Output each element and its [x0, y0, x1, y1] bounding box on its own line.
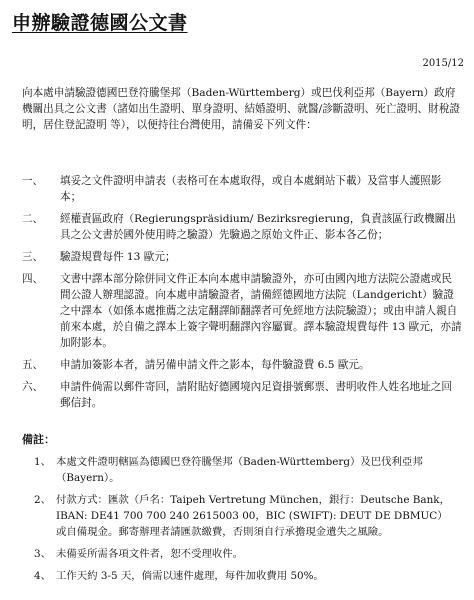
list-item: [22, 249, 462, 265]
note-item: [34, 454, 454, 486]
list-item-text: 文書中譯本部分除併同文件正本向本處申請驗證外，亦可由國內地方法院公證處或民間公證人辦理認證。向本處申請驗證者，請備經德國地方法院（Landgericht）驗證之中譯本（如係本處推薦之法定翻譯師翻譯者可免經地方法院驗證）；或由申請人親自前來本處，於自備之譯本上簽字聲明翻譯內容屬實。譯本驗證規費每件 13 歐元，亦請加附影本。: [60, 273, 462, 349]
page-title: 申辦驗證德國公文書: [12, 12, 188, 34]
note-number: 2、: [34, 494, 52, 506]
list-item: [22, 357, 462, 373]
note-item: [34, 546, 454, 562]
note-number: 1、: [34, 456, 52, 468]
note-number: 4、: [34, 570, 52, 582]
list-item: [22, 173, 462, 205]
note-text: 付款方式：匯款（戶名：Taipeh Vertretung München，銀行：Deutsche Bank，IBAN: DE41 700 700 240 2615003 00，BIC (SWIFT): DEUT DE DBMUC）或自備現金。郵寄辦理者請匯款繳費，否則須自行承擔現金遺失之風險。: [56, 494, 450, 538]
requirements-list: [22, 173, 462, 417]
list-item: [22, 379, 462, 411]
notes-heading: 備註：: [22, 433, 55, 446]
list-item-number: 二、: [22, 213, 44, 225]
list-item-text: 經權責區政府（Regierungspräsidium/ Bezirksregierung，負責該區行政機關出具之公文書於國外使用時之驗證）先驗過之原始文件正、影本各乙份；: [60, 213, 456, 241]
list-item-text: 填妥之文件證明申請表（表格可在本處取得，或自本處網站下載）及當事人護照影本；: [60, 175, 442, 203]
note-text: 本處文件證明轄區為德國巴登符騰堡邦（Baden-Württemberg）及巴伐利亞邦（Bayern）。: [56, 456, 423, 484]
document-date: 2015/12: [422, 58, 464, 69]
list-item-number: 四、: [22, 273, 44, 285]
note-item: [34, 492, 454, 540]
notes-list: [34, 454, 454, 590]
intro-paragraph: 向本處申請驗證德國巴登符騰堡邦（Baden-Württemberg）或巴伐利亞邦（Bayern）政府機關出具之公文書（諸如出生證明、單身證明、結婚證明、就醫/診斷證明、死亡證明、財稅證明，居住登記證明 等），以便持往台灣使用，請備妥下列文件：: [22, 87, 460, 131]
list-item-text: 申請件倘需以郵件寄回，請附貼好德國境內足資掛號郵票、書明收件人姓名地址之回郵信封。: [60, 381, 452, 409]
list-item: [22, 271, 462, 351]
list-item-number: 三、: [22, 251, 44, 263]
list-item-number: 五、: [22, 359, 44, 371]
note-item: [34, 568, 454, 584]
note-number: 3、: [34, 548, 52, 560]
list-item-number: 一、: [22, 175, 44, 187]
list-item-text: 驗證規費每件 13 歐元；: [60, 251, 176, 263]
list-item-text: 申請加簽影本者，請另備申請文件之影本，每件驗證費 6.5 歐元。: [60, 359, 370, 371]
list-item-number: 六、: [22, 381, 44, 393]
note-text: 工作天約 3-5 天，倘需以速件處理，每件加收費用 50%。: [56, 570, 324, 582]
note-text: 未備妥所需各項文件者，恕不受理收件。: [56, 548, 244, 560]
list-item: [22, 211, 462, 243]
